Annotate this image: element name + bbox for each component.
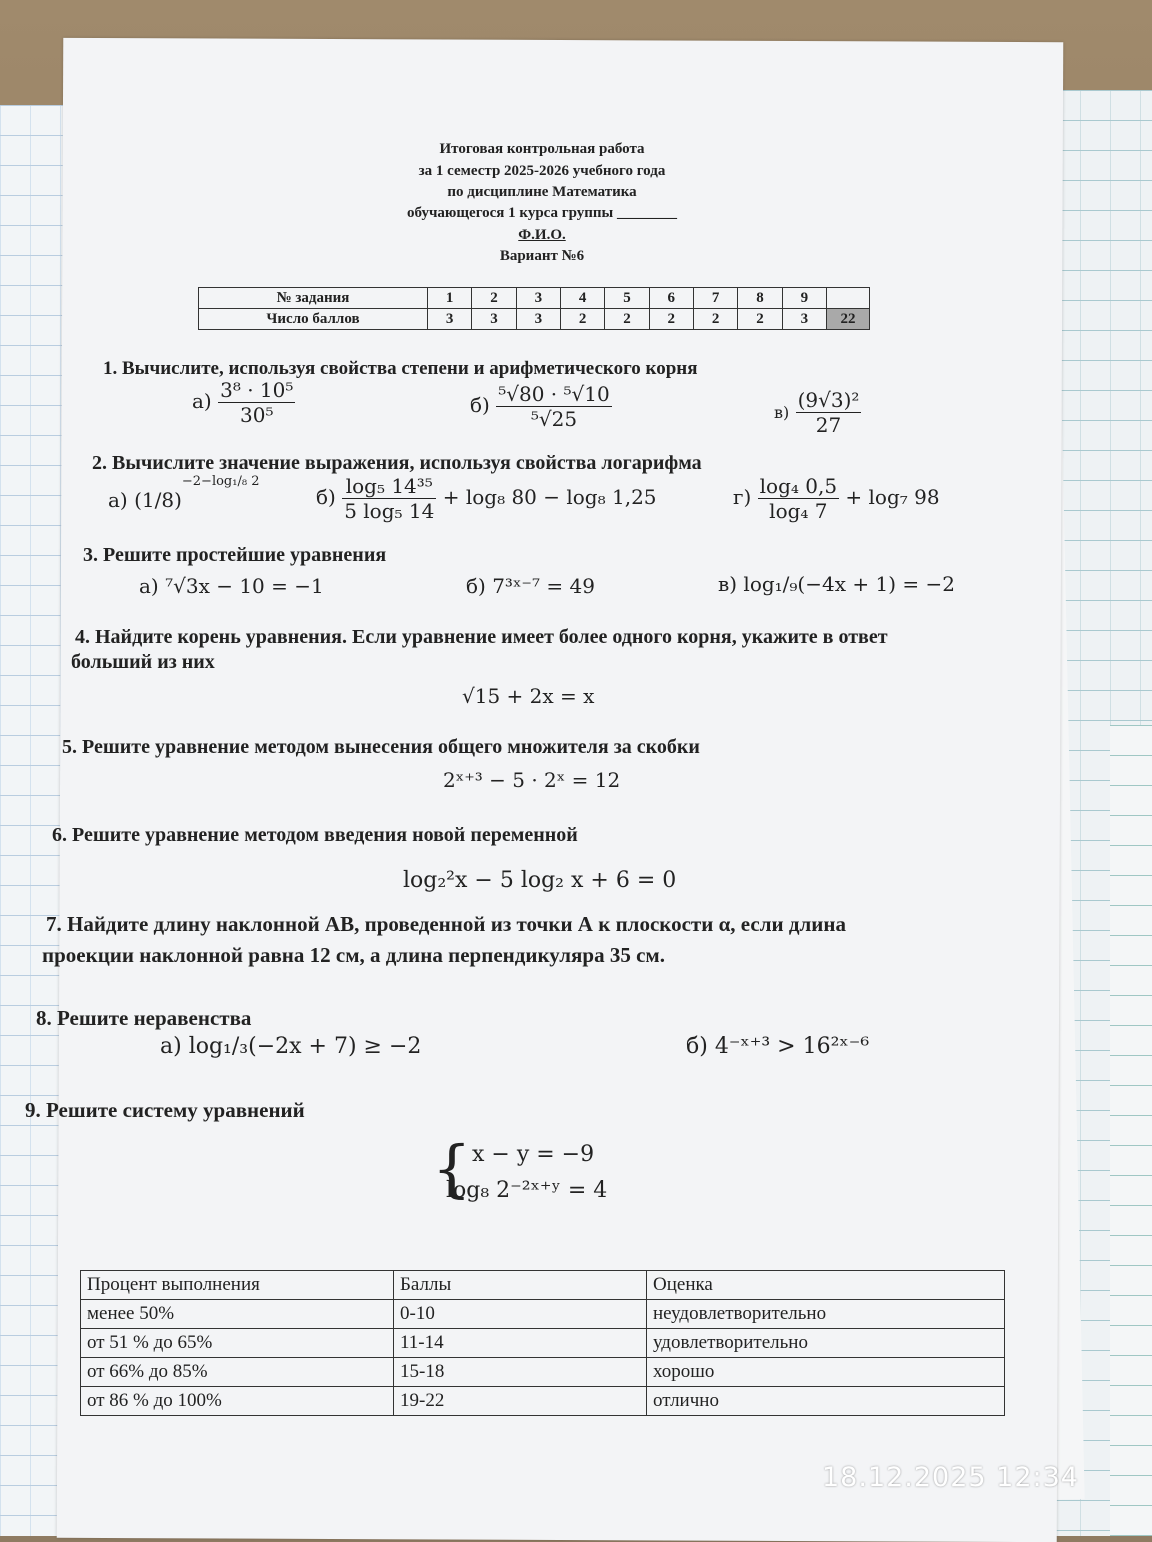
- header-line-4: обучающегося 1 курса группы ________: [407, 205, 677, 221]
- grade-cell-percent: менее 50%: [81, 1300, 394, 1329]
- task-num: 5: [605, 288, 649, 309]
- task-3c: в) log₁/₉(−4x + 1) = −2: [718, 572, 955, 596]
- score-table-row2-label: Число баллов: [199, 309, 428, 330]
- task-7-line-2: проекции наклонной равна 12 см, а длина перпендикуляра 35 см.: [42, 943, 665, 967]
- grade-cell-points: 0-10: [394, 1300, 647, 1329]
- task-num: [827, 288, 870, 309]
- header-line-2: за 1 семестр 2025-2026 учебного года: [418, 163, 666, 179]
- grade-cell-points: 19-22: [394, 1387, 647, 1416]
- task-2b-label: б): [316, 485, 336, 509]
- task-1a-label: а): [192, 389, 212, 413]
- task-points: 3: [428, 309, 472, 330]
- task-num: 7: [693, 288, 737, 309]
- task-2b-den: 5 log₅ 14: [344, 499, 435, 523]
- grade-cell-percent: от 86 % до 100%: [81, 1387, 394, 1416]
- task-8a: а) log₁/₃(−2x + 7) ≥ −2: [160, 1034, 422, 1059]
- task-9-title: 9. Решите систему уравнений: [25, 1098, 305, 1122]
- grade-cell-mark: хорошо: [647, 1358, 1005, 1387]
- task-1c-num: (9√3)²: [797, 388, 860, 412]
- system-brace: {: [432, 1132, 472, 1205]
- task-points: 2: [693, 309, 737, 330]
- task-points: 3: [516, 309, 560, 330]
- header-fio: Ф.И.О.: [518, 227, 566, 243]
- task-9-equation-2: log₈ 2⁻²ˣ⁺ʸ = 4: [446, 1178, 608, 1203]
- task-2b: [316, 474, 657, 523]
- task-1c-label: в): [774, 403, 790, 422]
- task-num: 8: [738, 288, 782, 309]
- task-2g-den: log₄ 7: [769, 499, 828, 523]
- total-points: 22: [827, 309, 870, 330]
- header-line-3: по дисциплине Математика: [447, 184, 637, 200]
- task-2g-num: log₄ 0,5: [759, 474, 838, 498]
- task-points: 2: [649, 309, 693, 330]
- task-4-title-2: больший из них: [71, 651, 215, 673]
- task-5-title: 5. Решите уравнение методом вынесения общего множителя за скобки: [62, 736, 700, 758]
- task-num: 1: [428, 288, 472, 309]
- grade-table: [80, 1270, 1005, 1416]
- grade-header-percent: Процент выполнения: [81, 1271, 394, 1300]
- task-2a-exponent: −2−log₁/₈ 2: [181, 474, 260, 490]
- task-points: 3: [782, 309, 826, 330]
- task-7-line-1: 7. Найдите длину наклонной AB, проведенной из точки А к плоскости α, если длина: [46, 912, 846, 936]
- grade-header-points: Баллы: [394, 1271, 647, 1300]
- task-num: 6: [649, 288, 693, 309]
- task-4-equation: √15 + 2x = x: [462, 684, 595, 708]
- grade-header-mark: Оценка: [647, 1271, 1005, 1300]
- task-1b-label: б): [470, 393, 490, 417]
- task-9-equation-1: x − y = −9: [472, 1142, 595, 1167]
- task-1-title: 1. Вычислите, используя свойства степени и арифметического корня: [103, 358, 698, 379]
- grade-cell-points: 15-18: [394, 1358, 647, 1387]
- task-num: 2: [472, 288, 516, 309]
- header-variant: Вариант №6: [499, 248, 585, 264]
- grade-cell-percent: от 66% до 85%: [81, 1358, 394, 1387]
- task-6-title: 6. Решите уравнение методом введения новой переменной: [52, 824, 578, 846]
- task-8-title: 8. Решите неравенства: [36, 1006, 252, 1030]
- task-2g: [733, 474, 940, 523]
- task-1b-den: ⁵√25: [530, 407, 578, 431]
- grade-cell-percent: от 51 % до 65%: [81, 1329, 394, 1358]
- task-num: 4: [560, 288, 604, 309]
- task-2-title: 2. Вычислите значение выражения, используя свойства логарифма: [92, 452, 702, 474]
- task-2b-num: log₅ 14³⁵: [342, 474, 436, 499]
- task-1c: [774, 388, 861, 437]
- task-3-title: 3. Решите простейшие уравнения: [83, 544, 387, 566]
- task-2a: [108, 474, 260, 512]
- task-6-equation: log₂²x − 5 log₂ x + 6 = 0: [403, 868, 677, 893]
- grade-cell-points: 11-14: [394, 1329, 647, 1358]
- task-points: 2: [605, 309, 649, 330]
- task-points: 2: [560, 309, 604, 330]
- task-1a: [192, 378, 295, 427]
- score-table: [198, 287, 870, 330]
- task-1b-num: ⁵√80 · ⁵√10: [498, 382, 610, 406]
- task-8b: б) 4⁻ˣ⁺³ > 16²ˣ⁻⁶: [686, 1034, 870, 1059]
- task-3a: а) ⁷√3x − 10 = −1: [139, 574, 324, 598]
- task-1c-den: 27: [815, 413, 842, 437]
- photo-timestamp: 18.12.2025 12:34: [822, 1462, 1079, 1493]
- grade-cell-mark: удовлетворительно: [647, 1329, 1005, 1358]
- task-points: 3: [472, 309, 516, 330]
- task-4-title: 4. Найдите корень уравнения. Если уравнение имеет более одного корня, укажите в ответ: [75, 626, 888, 648]
- task-2g-label: г): [733, 485, 752, 509]
- task-2g-tail: + log₇ 98: [845, 485, 940, 509]
- score-table-row1-label: № задания: [199, 288, 428, 309]
- grade-cell-mark: отлично: [647, 1387, 1005, 1416]
- task-2a-base: (1/8): [134, 488, 182, 512]
- task-2a-label: а): [108, 488, 128, 512]
- grade-cell-mark: неудовлетворительно: [647, 1300, 1005, 1329]
- task-num: 3: [516, 288, 560, 309]
- task-1a-num: 3⁸ · 10⁵: [220, 378, 294, 402]
- task-1a-den: 30⁵: [240, 403, 274, 427]
- header-line-1: Итоговая контрольная работа: [439, 141, 645, 157]
- task-1b: [470, 382, 612, 431]
- task-3b: б) 7³ˣ⁻⁷ = 49: [466, 574, 595, 598]
- task-num: 9: [782, 288, 826, 309]
- task-points: 2: [738, 309, 782, 330]
- task-2b-tail: + log₈ 80 − log₈ 1,25: [442, 485, 657, 509]
- task-5-equation: 2ˣ⁺³ − 5 · 2ˣ = 12: [443, 768, 621, 792]
